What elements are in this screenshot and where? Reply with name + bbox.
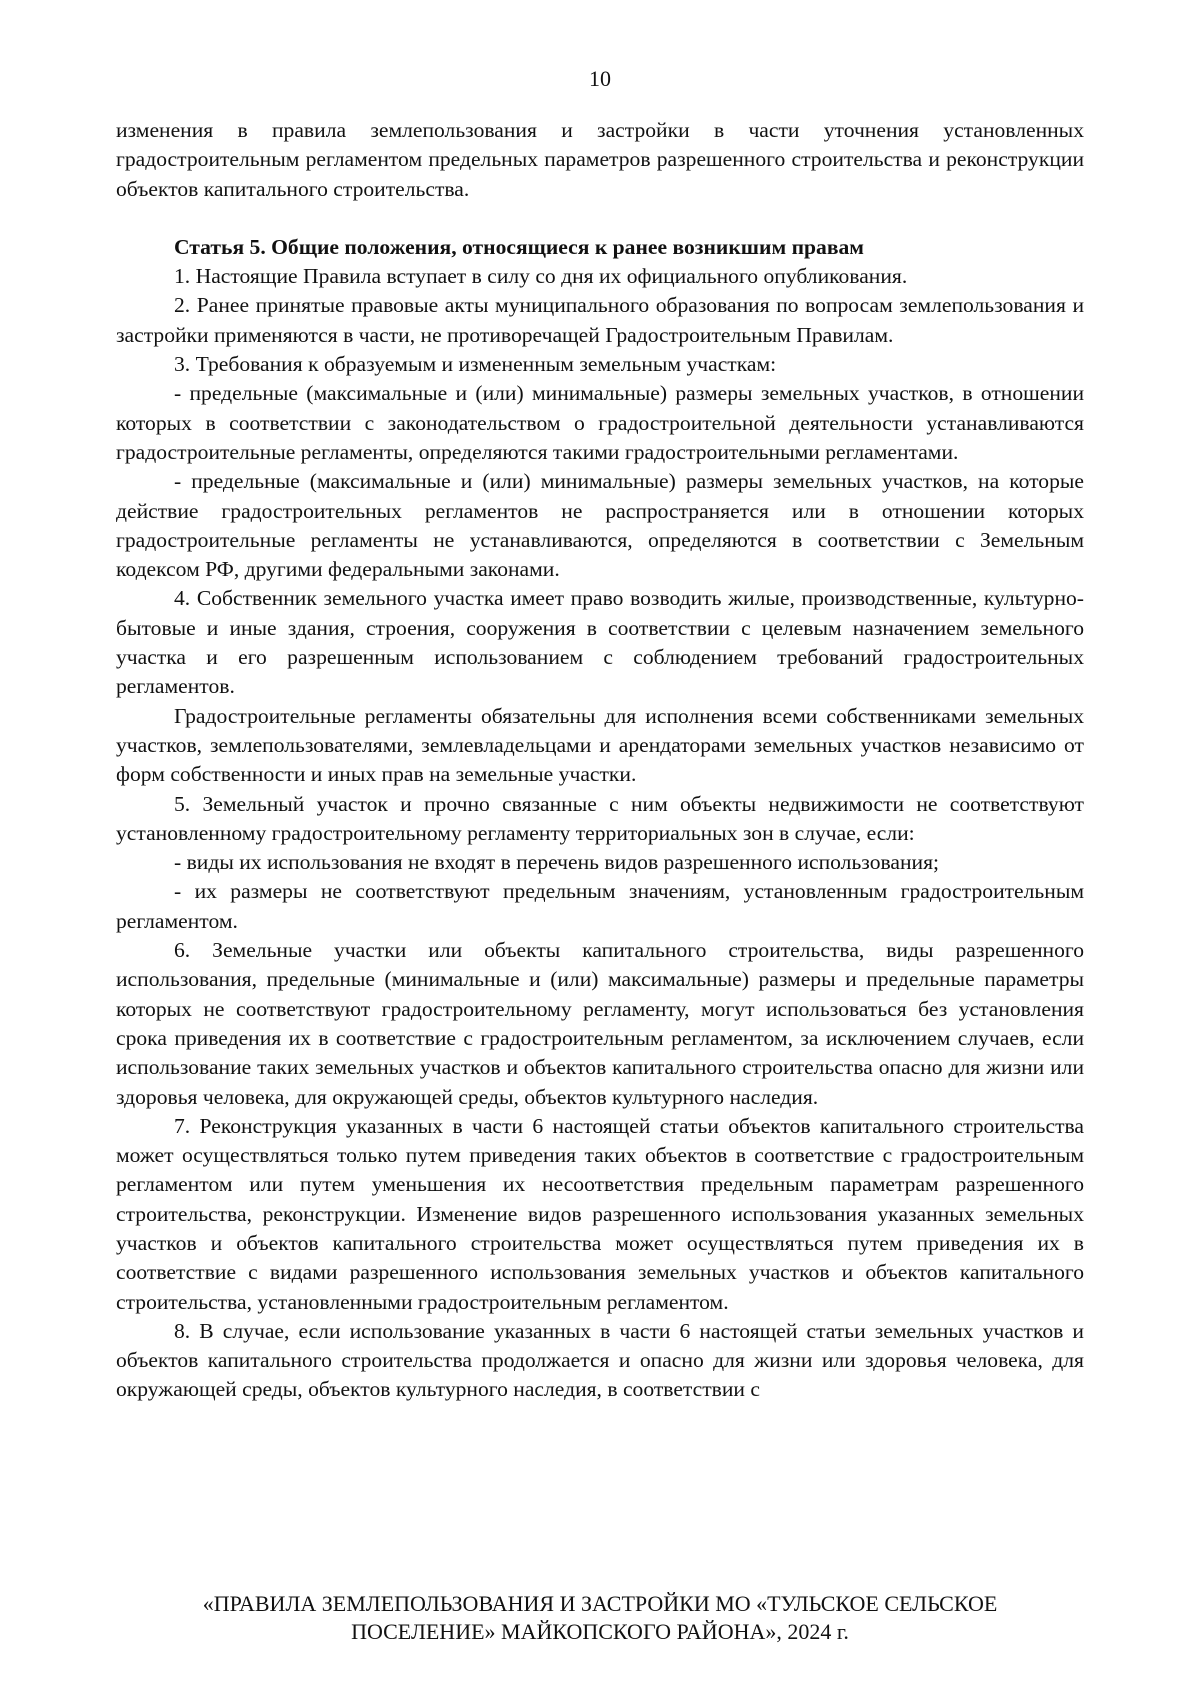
footer-line-1: «ПРАВИЛА ЗЕМЛЕПОЛЬЗОВАНИЯ И ЗАСТРОЙКИ МО «ТУЛЬСКОЕ СЕЛЬСКОЕ bbox=[202, 1591, 998, 1616]
document-footer bbox=[0, 1590, 1200, 1646]
paragraph-5-item-a: - виды их использования не входят в перечень видов разрешенного использования; bbox=[174, 850, 940, 875]
paragraph-7: 7. Реконструкция указанных в части 6 настоящей статьи объектов капитального строительства может осуществляться только путем приведения таких объектов в соответствие с градостроительным регламентом или путем уменьшения их несоответствия предельным параметрам разрешенного строительства, реконструкции. Изменение видов разрешенного использования указанных земельных участков и объектов капитального строительства может осуществляться путем приведения их в соответствие с видами разрешенного использования земельных участков и объектов капитального строительства, установленными градостроительным регламентом. bbox=[116, 1113, 1084, 1314]
article-heading: Статья 5. Общие положения, относящиеся к ранее возникшим правам bbox=[174, 234, 864, 259]
paragraph-3-item-b: - предельные (максимальные и (или) минимальные) размеры земельных участков, на которые действие градостроительных регламентов не распространяется или в отношении которых градостроительные регламенты не устанавливаются, определяются в соответствии с Земельным кодексом РФ, другими федеральными законами. bbox=[116, 469, 1084, 582]
paragraph-5-item-b: - их размеры не соответствуют предельным значениям, установленным градостроительным регламентом. bbox=[116, 879, 1084, 933]
paragraph-3-item-a: - предельные (максимальные и (или) минимальные) размеры земельных участков, в отношении которых в соответствии с законодательством о градостроительной деятельности устанавливаются градостроительные регламенты, определяются такими градостроительными регламентами. bbox=[116, 381, 1084, 464]
paragraph-8: 8. В случае, если использование указанных в части 6 настоящей статьи земельных участков и объектов капитального строительства продолжается и опасно для жизни или здоровья человека, для окружающей среды, объектов культурного наследия, в соответствии с bbox=[116, 1318, 1084, 1402]
document-body bbox=[116, 116, 1084, 1405]
paragraph-3: 3. Требования к образуемым и измененным земельным участкам: bbox=[174, 352, 777, 377]
footer-line-2: ПОСЕЛЕНИЕ» МАЙКОПСКОГО РАЙОНА», 2024 г. bbox=[351, 1619, 849, 1644]
paragraph-1: 1. Настоящие Правила вступает в силу со дня их официального опубликования. bbox=[174, 264, 908, 289]
paragraph-5: 5. Земельный участок и прочно связанные с ним объекты недвижимости не соответствуют установленному градостроительному регламенту территориальных зон в случае, если: bbox=[116, 791, 1084, 845]
paragraph-continuation: изменения в правила землепользования и застройки в части уточнения установленных градостроительным регламентом предельных параметров разрешенного строительства и реконструкции объектов капитального строительства. bbox=[116, 118, 1084, 201]
paragraph-4-note: Градостроительные регламенты обязательны для исполнения всеми собственниками земельных участков, землепользователями, землевладельцами и арендаторами земельных участков независимо от форм собственности и иных прав на земельные участки. bbox=[116, 703, 1084, 787]
paragraph-2: 2. Ранее принятые правовые акты муниципального образования по вопросам землепользования и застройки применяются в части, не противоречащей Градостроительным Правилам. bbox=[116, 293, 1084, 347]
page-number: 10 bbox=[589, 66, 611, 91]
paragraph-4: 4. Собственник земельного участка имеет право возводить жилые, производственные, культурно-бытовые и иные здания, строения, сооружения в соответствии с целевым назначением земельного участка и его разрешенным использованием с соблюдением требований градостроительных регламентов. bbox=[116, 586, 1084, 699]
paragraph-6: 6. Земельные участки или объекты капитального строительства, виды разрешенного использования, предельные (минимальные и (или) максимальные) размеры и предельные параметры которых не соответствуют градостроительному регламенту, могут использоваться без установления срока приведения их в соответствие с градостроительным регламентом, за исключением случаев, если использование таких земельных участков и объектов капитального строительства опасно для жизни или здоровья человека, для окружающей среды, объектов культурного наследия. bbox=[116, 938, 1084, 1109]
